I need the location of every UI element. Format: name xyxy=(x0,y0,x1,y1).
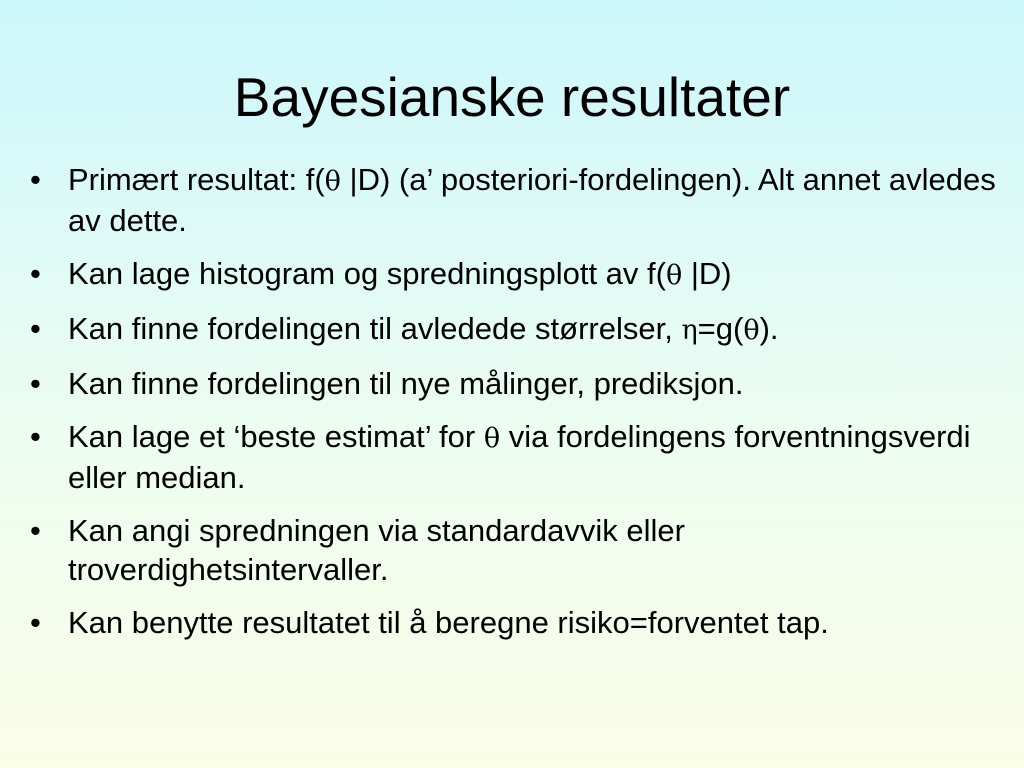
bullet-item: • Primært resultat: f(θ |D) (a’ posteriori-fordelingen). Alt annet avledes av dette. xyxy=(68,160,1013,240)
bullet-list xyxy=(68,160,1013,656)
bullet-item: • Kan finne fordelingen til avledede størrelser, η=g(θ). xyxy=(68,309,1013,350)
bullet-item: • Kan angi spredningen via standardavvik eller troverdighetsintervaller. xyxy=(68,511,1013,589)
bullet-item: • Kan lage et ‘beste estimat’ for θ via fordelingens forventningsverdi eller median. xyxy=(68,417,1013,497)
bullet-item: • Kan benytte resultatet til å beregne risiko=forventet tap. xyxy=(68,603,1013,642)
bullet-item: • Kan finne fordelingen til nye målinger, prediksjon. xyxy=(68,364,1013,403)
slide-title: Bayesianske resultater xyxy=(233,66,791,128)
bullet-item: • Kan lage histogram og spredningsplott av f(θ |D) xyxy=(68,254,1013,295)
